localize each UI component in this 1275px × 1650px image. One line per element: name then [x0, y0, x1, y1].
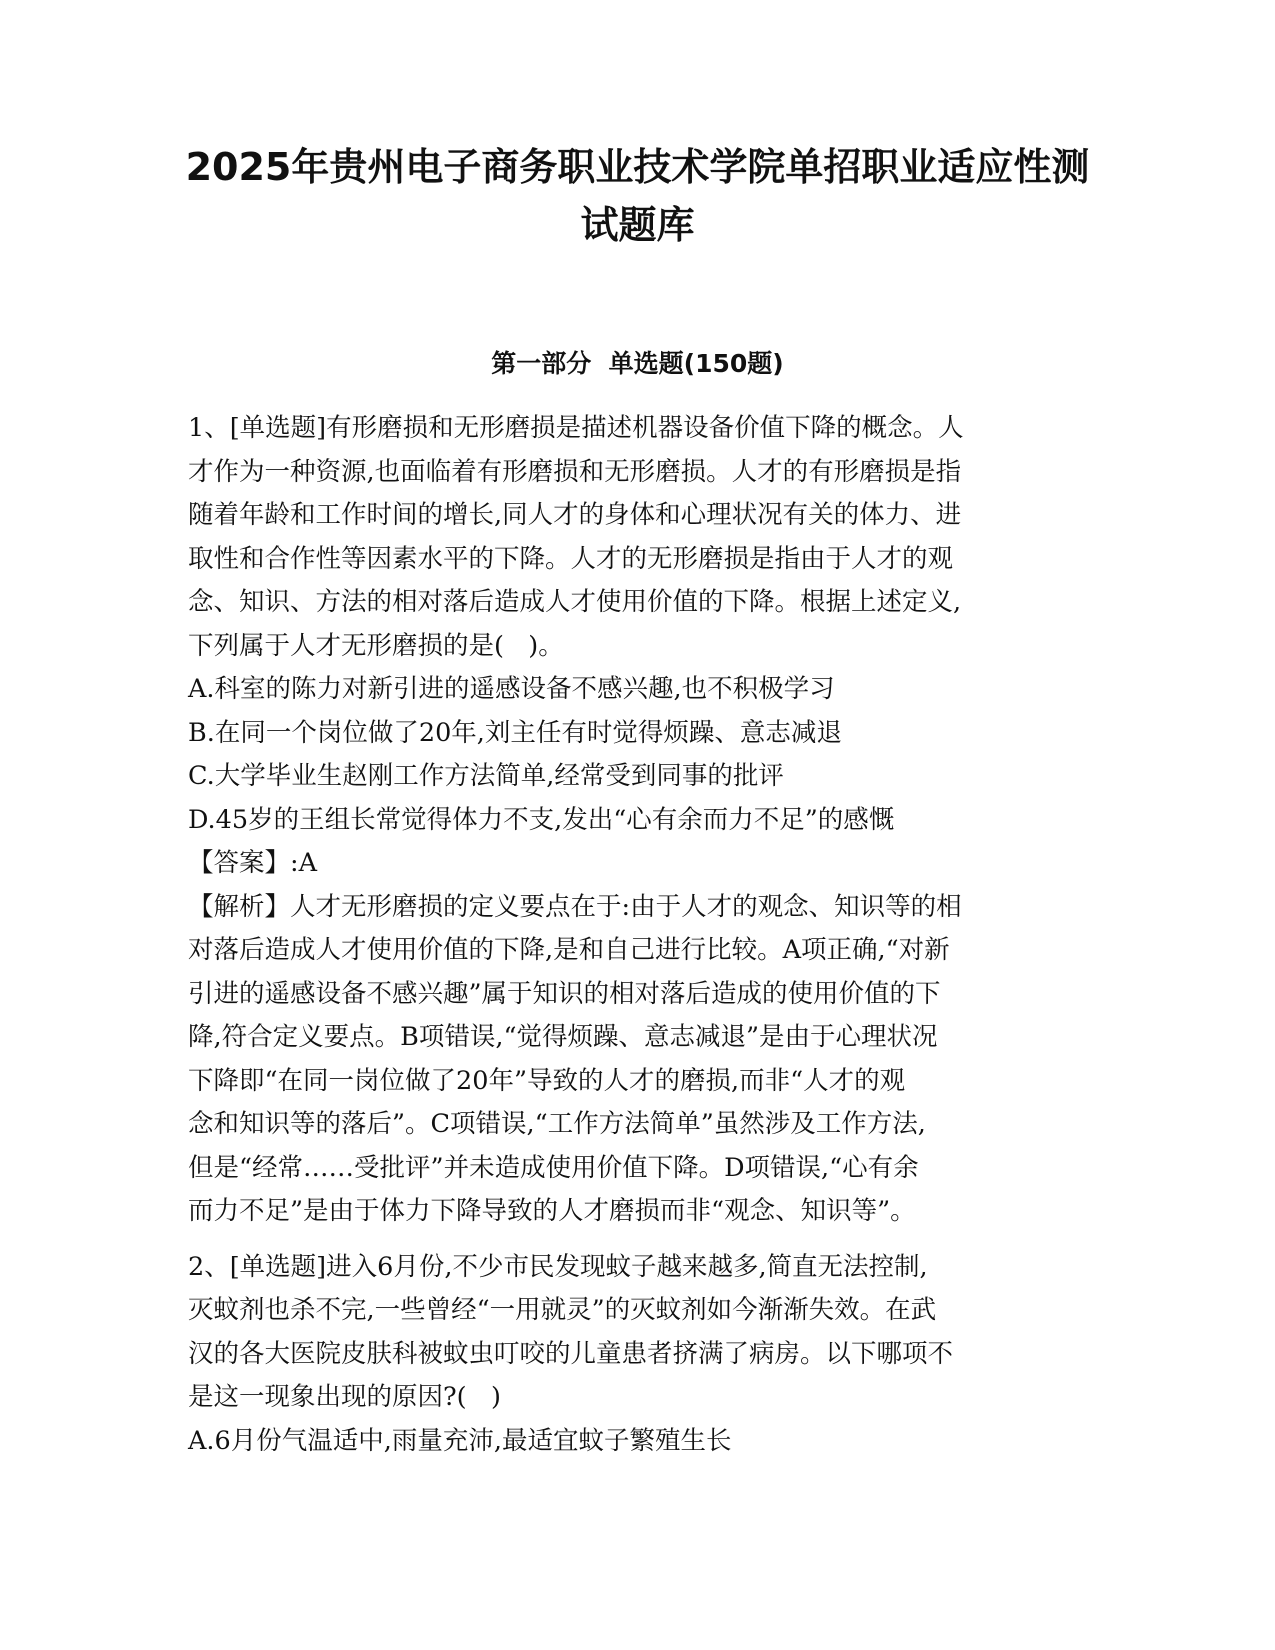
- stem-line: 下列属于人才无形磨损的是( )。: [188, 630, 564, 661]
- analysis-line: 【解析】人才无形磨损的定义要点在于:由于人才的观念、知识等的相: [188, 891, 962, 922]
- analysis-block: [188, 886, 1088, 1234]
- title-line: 2025年贵州电子商务职业技术学院单招职业适应性测: [185, 145, 1090, 189]
- stem-line: 汉的各大医院皮肤科被蚊虫叮咬的儿童患者挤满了病房。以下哪项不: [188, 1338, 954, 1369]
- document-body: [188, 407, 1088, 1463]
- question-stem: [188, 1246, 1088, 1420]
- stem-line: 取性和合作性等因素水平的下降。人才的无形磨损是指由于人才的观: [188, 543, 954, 574]
- stem-line: 灭蚊剂也杀不完,一些曾经“一用就灵”的灭蚊剂如今渐渐失效。在武: [188, 1295, 937, 1325]
- title-line: 试题库: [580, 203, 695, 247]
- question-spacer: [188, 1234, 1088, 1246]
- option-list: [188, 1420, 1088, 1464]
- option-b: B.在同一个岗位做了20年,刘主任有时觉得烦躁、意志减退: [188, 717, 842, 748]
- analysis-line: 降,符合定义要点。B项错误,“觉得烦躁、意志减退”是由于心理状况: [188, 1022, 938, 1052]
- stem-line: 随着年龄和工作时间的增长,同人才的身体和心理状况有关的体力、进: [188, 500, 962, 530]
- analysis-line: 念和知识等的落后”。C项错误,“工作方法简单”虽然涉及工作方法,: [188, 1109, 926, 1139]
- question-2: [188, 1246, 1088, 1464]
- stem-line: 念、知识、方法的相对落后造成人才使用价值的下降。根据上述定义,: [188, 587, 962, 617]
- stem-line: 才作为一种资源,也面临着有形磨损和无形磨损。人才的有形磨损是指: [188, 456, 962, 487]
- stem-line: 是这一现象出现的原因?( ): [188, 1382, 501, 1412]
- option-a: A.6月份气温适中,雨量充沛,最适宜蚊子繁殖生长: [188, 1425, 732, 1456]
- stem-line: 2、[单选题]进入6月份,不少市民发现蚊子越来越多,简直无法控制,: [188, 1251, 928, 1282]
- analysis-line: 对落后造成人才使用价值的下降,是和自己进行比较。A项正确,“对新: [188, 935, 950, 965]
- option-c: C.大学毕业生赵刚工作方法简单,经常受到同事的批评: [188, 761, 784, 791]
- question-stem: [188, 407, 1088, 668]
- answer-line: 【答案】:A: [188, 848, 318, 878]
- option-a: A.科室的陈力对新引进的遥感设备不感兴趣,也不积极学习: [188, 674, 835, 704]
- document-title: [150, 138, 1125, 254]
- stem-line: 1、[单选题]有形磨损和无形磨损是描述机器设备价值下降的概念。人: [188, 413, 964, 443]
- section-heading: 第一部分 单选题(150题): [491, 349, 784, 378]
- analysis-line: 引进的遥感设备不感兴趣”属于知识的相对落后造成的使用价值的下: [188, 978, 941, 1009]
- option-d: D.45岁的王组长常觉得体力不支,发出“心有余而力不足”的感慨: [188, 804, 895, 835]
- question-1: [188, 407, 1088, 1234]
- analysis-line: 下降即“在同一岗位做了20年”导致的人才的磨损,而非“人才的观: [188, 1065, 906, 1096]
- analysis-line: 但是“经常……受批评”并未造成使用价值下降。D项错误,“心有余: [188, 1152, 919, 1183]
- option-list: [188, 668, 1088, 842]
- analysis-line: 而力不足”是由于体力下降导致的人才磨损而非“观念、知识等”。: [188, 1196, 916, 1226]
